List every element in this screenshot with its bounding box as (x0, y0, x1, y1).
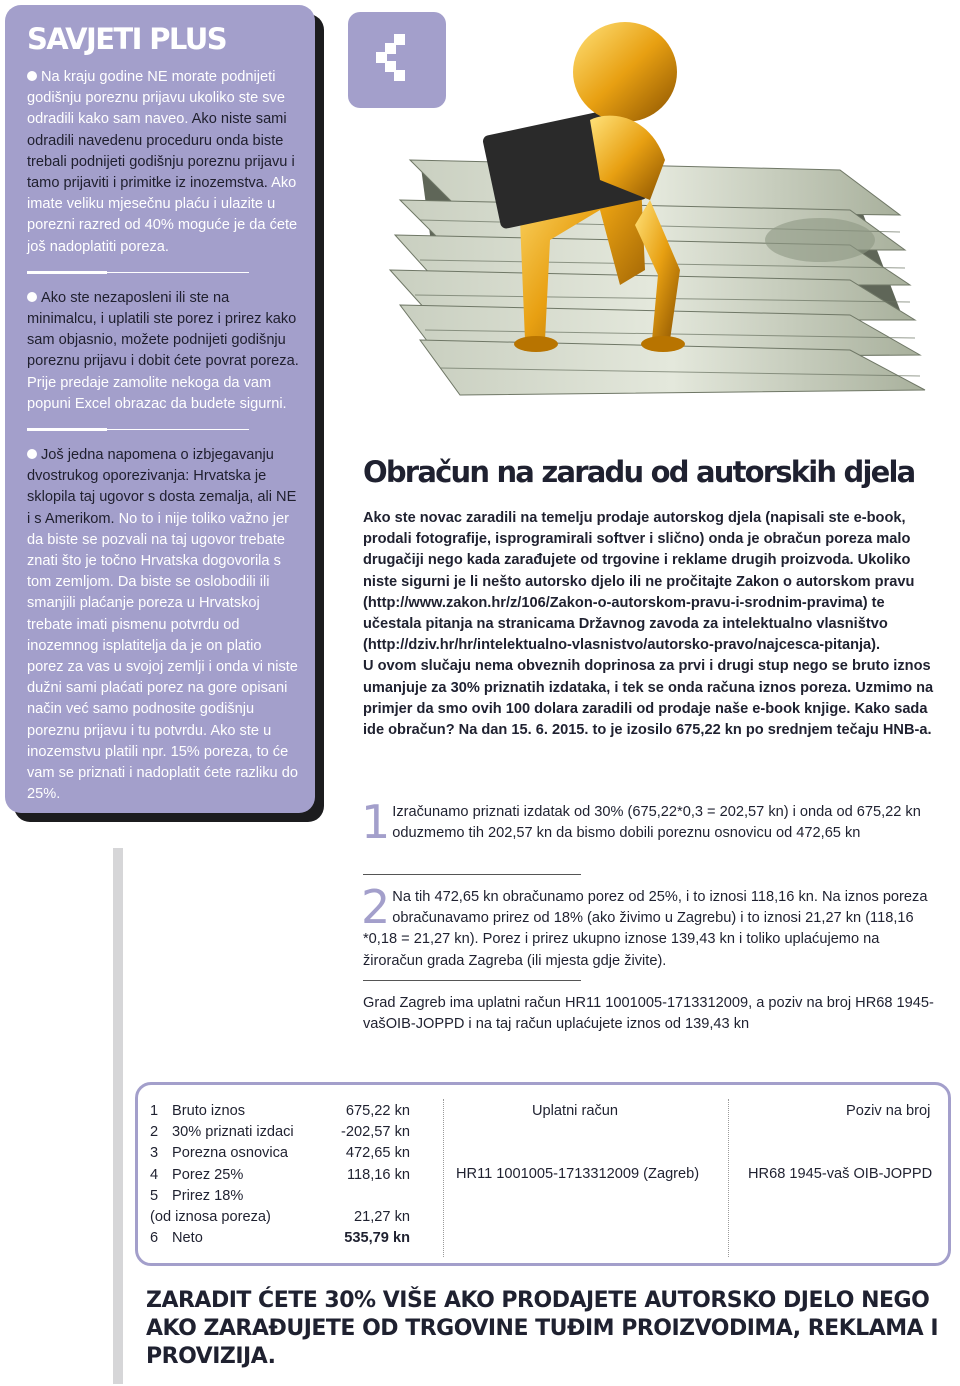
tip-1-part-a: Na kraju godine NE morate podnijeti godišnju poreznu prijavu ukoliko ste sve odradili kako sam naveo. (27, 69, 285, 128)
summary-value: 675,22 kn (345, 1103, 410, 1119)
summary-row: 4 Porez 25% (150, 1166, 244, 1183)
tip-separator (27, 263, 299, 283)
lede-paragraph-1: Ako ste novac zaradili na temelju prodaje autorskog djela (napisali ste e-book, prodali fotografije, isprogramirali softver i slično) onda je obračun poreza malo drugačiji nego kada zarađujete od trgovine i reklame drugih proizvoda. Ukoliko niste sigurni je li nešto autorsko djelo ili ne pročitajte Zakon o autorskom pravu (http://www.zakon.hr/z/106/Zakon-o-autorskom-pravu-i-srodnim-pravima) te učestala pitanja na stranicama Državnog zavoda za intelektualno vlasništvo (http://dziv.hr/hr/intelektualno-vlasnistvo/autorsko-pravo/najcesca-pitanja). (363, 510, 915, 654)
step-2 (361, 880, 943, 972)
step-separator (363, 980, 581, 981)
tip-2-part-b: Prije predaje zamolite nekoga da vam popuni Excel obrazac da budete sigurni. (27, 374, 287, 412)
summary-row: (od iznosa poreza) (150, 1208, 271, 1225)
tips-sidebar (5, 5, 315, 813)
tip-separator (27, 420, 299, 440)
calculation-summary-box (135, 1082, 951, 1266)
summary-row: 6 Neto (150, 1230, 203, 1247)
summary-value: 118,16 kn (346, 1166, 410, 1183)
bullet-dot-icon (27, 71, 37, 81)
step-separator (363, 874, 581, 875)
money-figure-illustration (380, 10, 940, 430)
lede-paragraph-2: U ovom slučaju nema obveznih doprinosa za prvi i drugi stup nego se bruto iznos umanjuje za 30% priznatih izdataka, i tek se onda računa iznos poreza. Uzmimo na primjer da smo ovih 100 dolara zaradili od prodaje naše e-book knjige. Kako sada ide obračun? Na dan 15. 6. 2015. to je izosilo 675,22 kn po srednjem tečaju HNB-a. (363, 658, 934, 739)
tip-3-part-a: Još jedna napomena o izbjegavanju dvostrukog oporezivanja: Hrvatska je sklopila taj ugovor s dosta zemalja, ali NE i s Amerikom. (27, 447, 297, 527)
tip-1 (27, 67, 299, 258)
summary-value: 21,27 kn (354, 1208, 410, 1225)
sidebar-title: SAVJETI PLUS (27, 22, 227, 56)
article-lede (363, 508, 938, 741)
article-title: Obračun na zaradu od autorskih djela (363, 455, 915, 489)
tip-1-part-c: Ako imate veliku mjesečnu plaću i ulazite u porezni razred od 40% moguće je da ćete još nadoplatiti poreza. (27, 175, 298, 255)
tip-3-part-b: No to i nije toliko važno jer da biste se pozvali na taj ugovor trebate znati što je točno Hrvatska dogovorila s tom zemljom. Da biste se oslobodili ili smanjili plaćanje poreza u Hrvatskoj trebate imati pismenu potvrdu od inozemnog isplatitelja da je on platio porez za vas u svojoj zemlji i onda vi niste dužni sami plaćati porez na gore opisani način već samo podnosite godišnju poreznu prijavu i tu potvrdu. Ako ste u inozemstvu platili npr. 15% poreza, to će vam se priznati i nadoplatit ćete razliku do 25%. (27, 510, 298, 803)
tip-2 (27, 288, 299, 415)
reference-header: Poziv na broj (846, 1103, 931, 1119)
bottom-headline: ZARADIT ĆETE 30% VIŠE AKO PRODAJETE AUTORSKO DJELO NEGO AKO ZARAĐUJETE OD TRGOVINE TUĐIM PROIZVODIMA, REKLAMA I PROVIZIJA. (146, 1288, 939, 1369)
step-2-text: Na tih 472,65 kn obračunamo porez od 25%, i to iznosi 118,16 kn. Na iznos poreza obračunavamo prirez od 18% (ako živimo u Zagrebu) i to iznosi 21,27 kn (118,16 *0,18 = 21,27 kn). Porez i prirez ukupno iznose 139,43 kn i toliko uplaćujemo na žiroračun grada Zagreba (ili mjesta gdje živite). (363, 889, 928, 969)
account-header: Uplatni račun (532, 1103, 618, 1119)
tip-2-part-a: Ako ste nezaposleni ili ste na minimalcu, i uplatili ste porez i prirez kako sam objasnio, možete podnijeti godišnju poreznu prijavu i dobit ćete povrat poreza. (27, 289, 299, 370)
column-divider (443, 1099, 444, 1257)
step-2-number: 2 (361, 880, 391, 934)
summary-row: 1 Bruto iznos (150, 1103, 246, 1119)
summary-value (328, 1186, 410, 1207)
column-divider (728, 1099, 729, 1257)
payment-note: Grad Zagreb ima uplatni račun HR11 1001005-1713312009, a poziv na broj HR68 1945-vašOIB-JOPPD i na taj račun uplaćujete iznos od 139,43 kn (363, 995, 934, 1033)
summary-row: 3 Porezna osnovica (150, 1145, 289, 1162)
summary-values (328, 1101, 410, 1249)
bullet-dot-icon (27, 292, 37, 302)
step-1 (361, 795, 943, 849)
summary-value: 472,65 kn (345, 1145, 410, 1162)
step-1-number: 1 (361, 795, 391, 849)
summary-labels (150, 1101, 294, 1249)
money-stack-illustration (390, 160, 925, 395)
summary-row: 5 Prirez 18% (150, 1187, 244, 1204)
bullet-dot-icon (27, 449, 37, 459)
summary-row: 2 30% priznati izdaci (150, 1124, 294, 1141)
account-value: HR11 1001005-1713312009 (Zagreb) (456, 1166, 700, 1182)
decorative-rail (113, 848, 123, 1384)
summary-total-value: 535,79 kn (344, 1230, 410, 1247)
reference-value: HR68 1945-vaš OIB-JOPPD (748, 1166, 933, 1182)
step-1-text: Izračunamo priznati izdatak od 30% (675,22*0,3 = 202,57 kn) i onda od 675,22 kn oduzmemo tih 202,57 kn da bismo dobili poreznu osnovicu od 472,65 kn (392, 804, 921, 842)
tip-1-part-b: Ako niste sami odradili navedenu proceduru onda biste trebali podnijeti godišnju poreznu prijavu i tamo prijaviti i primitke iz inozemstva. (27, 111, 295, 192)
summary-value: -202,57 kn (341, 1124, 410, 1141)
tip-3 (27, 445, 299, 805)
